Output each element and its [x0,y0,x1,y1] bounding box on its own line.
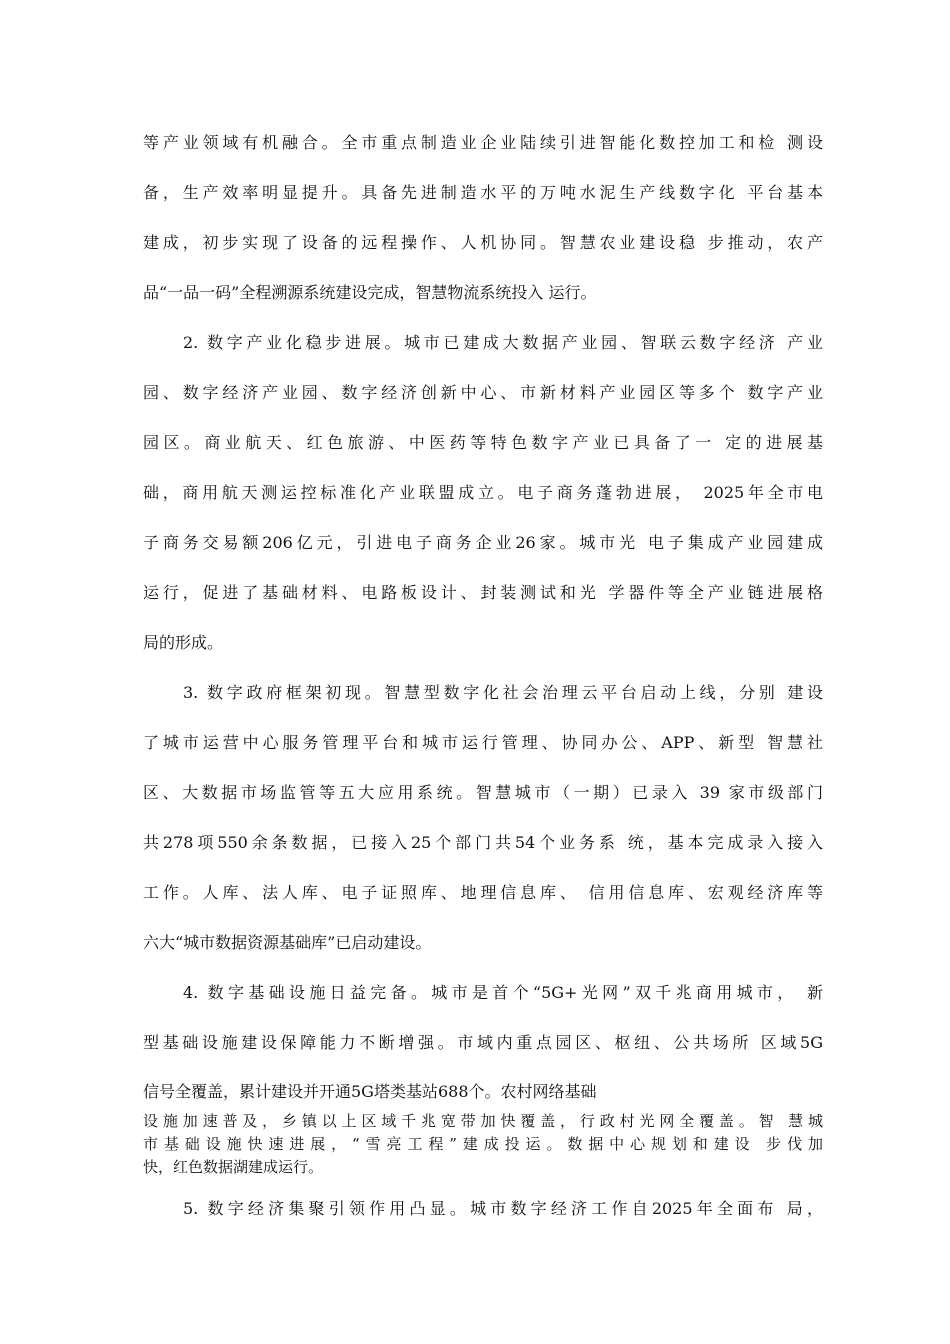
p2-line-2: 园、数字经济产业园、数字经济创新中心、市新材料产业园区等多个 数字产业 [143,383,823,402]
p1-line-2: 备，生产效率明显提升。具备先进制造水平的万吨水泥生产线数字化 平台基本 [143,183,823,202]
p3-line-6: 六大“城市数据资源基础库”已启动建设。 [143,933,432,952]
p4-line-3: 信号全覆盖，累计建设并开通5G塔类基站688个。农村网络基础 [143,1082,597,1101]
p2-line-7: 局的形成。 [143,633,224,652]
p2-line-1: 2. 数字产业化稳步进展。城市已建成大数据产业园、智联云数字经济 产业 [183,333,823,352]
p1-line-3: 建成，初步实现了设备的远程操作、人机协同。智慧农业建设稳 步推动，农产 [143,233,823,252]
p4-line-2: 型基础设施建设保障能力不断增强。市域内重点园区、枢纽、公共场所 区域5G [143,1033,823,1052]
p4-line-1: 4. 数字基础设施日益完备。城市是首个“5G+光网”双千兆商用城市， 新 [183,983,823,1002]
p3-line-5: 工作。人库、法人库、电子证照库、地理信息库、 信用信息库、宏观经济库等 [143,883,823,902]
p4-line-6: 快，红色数据湖建成运行。 [143,1158,324,1176]
p2-line-6: 运行，促进了基础材料、电路板设计、封装测试和光 学器件等全产业链进展格 [143,583,823,602]
p2-line-5: 子商务交易额206亿元，引进电子商务企业26家。城市光 电子集成产业园建成 [143,533,823,552]
p3-line-1: 3. 数字政府框架初现。智慧型数字化社会治理云平台启动上线，分别 建设 [183,683,823,702]
p2-line-4: 础，商用航天测运控标准化产业联盟成立。电子商务蓬勃进展， 2025年全市电 [143,483,823,502]
p4-line-5: 市基础设施快速进展，“雪亮工程”建成投运。数据中心规划和建设 步伐加 [143,1135,823,1153]
p1-line-1: 等产业领域有机融合。全市重点制造业企业陆续引进智能化数控加工和检 测设 [143,133,823,152]
p5-line-1: 5. 数字经济集聚引领作用凸显。城市数字经济工作自2025年全面布 局， [183,1199,823,1218]
p3-line-2: 了城市运营中心服务管理平台和城市运行管理、协同办公、APP、新型 智慧社 [143,733,823,752]
p1-line-4: 品“一品一码”全程溯源系统建设完成，智慧物流系统投入 运行。 [143,283,597,302]
p2-line-3: 园区。商业航天、红色旅游、中医药等特色数字产业已具备了一 定的进展基 [143,433,823,452]
p3-line-3: 区、大数据市场监管等五大应用系统。智慧城市（一期）已录入 39 家市级部门 [143,783,823,802]
p4-line-4: 设施加速普及，乡镇以上区域千兆宽带加快覆盖，行政村光网全覆盖。智 慧城 [143,1112,823,1130]
p3-line-4: 共278项550余条数据，已接入25个部门共54个业务系 统，基本完成录入接入 [143,833,823,852]
